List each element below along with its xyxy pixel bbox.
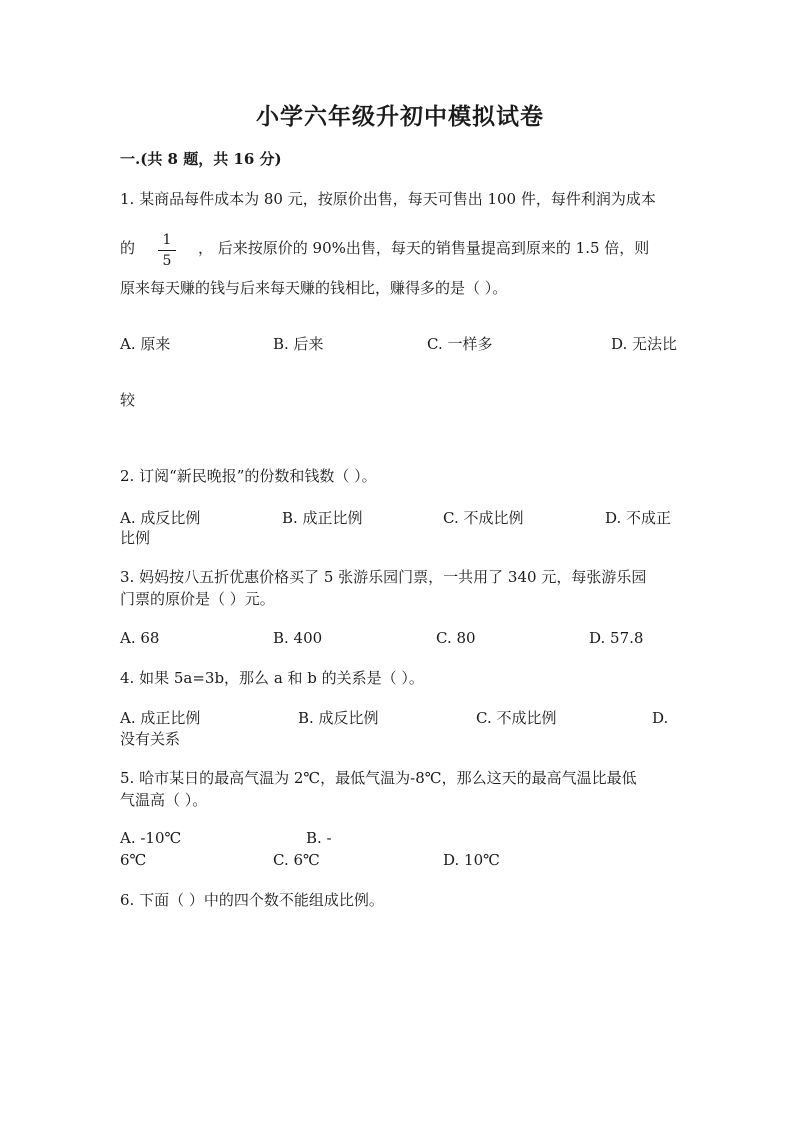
q2-option-b: B. 成正比例: [282, 509, 363, 527]
q4-option-d-wrap: 没有关系: [120, 730, 181, 748]
q5-line1: 5. 哈市某日的最高气温为 2℃，最低气温为-8℃，那么这天的最高气温比最低: [120, 769, 637, 787]
exam-title: 小学六年级升初中模拟试卷: [256, 103, 544, 130]
q2-option-a: A. 成反比例: [120, 509, 201, 527]
q3-option-d: D. 57.8: [589, 629, 644, 647]
q1-option-d-wrap: 较: [120, 391, 136, 409]
q6-text: 6. 下面（ ）中的四个数不能组成比例。: [120, 891, 384, 909]
q2-text: 2. 订阅“新民晚报”的份数和钱数（ ）。: [120, 467, 377, 485]
q3-option-c: C. 80: [436, 629, 476, 647]
fraction-denominator: 5: [162, 253, 172, 269]
q1-option-a: A. 原来: [120, 335, 171, 353]
fraction-bar: [158, 250, 176, 251]
q4-option-c: C. 不成比例: [476, 709, 557, 727]
section-heading: 一.(共 8 题，共 16 分): [120, 150, 282, 168]
q5-option-c: C. 6℃: [273, 851, 320, 869]
q2-option-c: C. 不成比例: [443, 509, 524, 527]
q4-option-b: B. 成反比例: [298, 709, 379, 727]
q3-option-b: B. 400: [273, 629, 323, 647]
q4-text: 4. 如果 5a=3b，那么 a 和 b 的关系是（ ）。: [120, 669, 424, 687]
q2-option-d: D. 不成正: [605, 509, 672, 527]
q1-option-d: D. 无法比: [611, 335, 678, 353]
q1-line2-prefix: 的: [120, 239, 136, 257]
q1-line1: 1. 某商品每件成本为 80 元，按原价出售，每天可售出 100 件，每件利润为成本: [120, 190, 656, 208]
q1-option-c: C. 一样多: [427, 335, 493, 353]
q5-option-d: D. 10℃: [443, 851, 500, 869]
q5-option-b: B. -: [306, 829, 332, 847]
q4-option-a: A. 成正比例: [120, 709, 201, 727]
q2-option-d-wrap: 比例: [120, 529, 151, 547]
q1-line3: 原来每天赚的钱与后来每天赚的钱相比，赚得多的是（ ）。: [120, 279, 508, 297]
fraction-numerator: 1: [162, 232, 172, 248]
q1-line2-suffix: ， 后来按原价的 90%出售，每天的销售量提高到原来的 1.5 倍，则: [198, 239, 650, 257]
q4-option-d: D.: [652, 709, 669, 727]
q3-option-a: A. 68: [120, 629, 160, 647]
q5-option-a: A. -10℃: [120, 829, 182, 847]
q3-line1: 3. 妈妈按八五折优惠价格买了 5 张游乐园门票，一共用了 340 元，每张游乐园: [120, 568, 647, 586]
q5-option-b-wrap: 6℃: [120, 851, 147, 869]
q3-line2: 门票的原价是（ ）元。: [120, 590, 275, 608]
q1-fraction: [158, 232, 176, 269]
q1-option-b: B. 后来: [273, 335, 324, 353]
q5-line2: 气温高（ ）。: [120, 791, 208, 809]
